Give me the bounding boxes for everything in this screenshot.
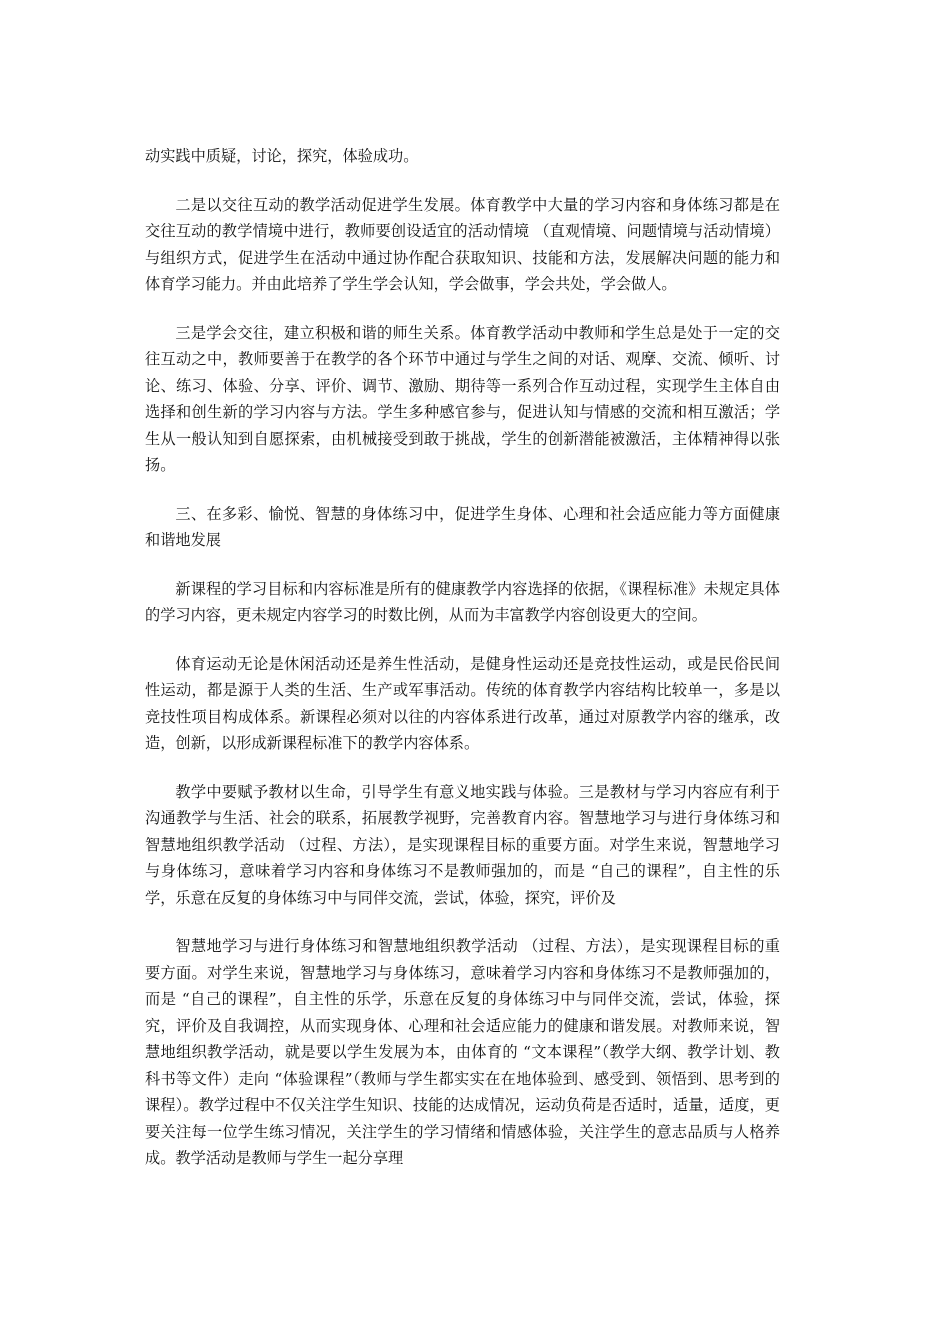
section-heading-three: 三、在多彩、愉悦、智慧的身体练习中，促进学生身体、心理和社会适应能力等方面健康和谐地发展: [145, 504, 780, 549]
paragraph-interaction-teaching: 二是以交往互动的教学活动促进学生发展。体育教学中大量的学习内容和身体练习都是在交往互动的教学情境中进行，教师要创设适宜的活动情境 （直观情境、问题情境与活动情境）与组织方式，促进学生在活动中通过协作配合获取知识、技能和方法，发展解决问题的能力和体育学习能力。并由此培养了学生学会认知，学会做事，学会共处，学会做人。: [145, 195, 780, 293]
paragraph-curriculum-standard: 新课程的学习目标和内容标准是所有的健康教学内容选择的依据，《课程标准》未规定具体的学习内容，更未规定内容学习的时数比例，从而为丰富教学内容创设更大的空间。: [145, 579, 780, 624]
paragraph-smart-learning: 智慧地学习与进行身体练习和智慧地组织教学活动 （过程、方法），是实现课程目标的重要方面。对学生来说，智慧地学习与身体练习，意味着学习内容和身体练习不是教师强加的，而是 “自己的课程”，自主性的乐学，乐意在反复的身体练习中与同伴交流，尝试，体验，探究，评价及自我调控，从而实现身体、心理和社会适应能力的健康和谐发展。对教师来说，智慧地组织教学活动，就是要以学生发展为本，由体育的 “文本课程”（教学大纲、教学计划、教科书等文件）走向 “体验课程”（教师与学生都实实在在地体验到、感受到、领悟到、思考到的课程）。教学过程中不仅关注学生知识、技能的达成情况，运动负荷是否适时，适量，适度，更要关注每一位学生练习情况，关注学生的学习情绪和情感体验，关注学生的意志品质与人格养成。教学活动是教师与学生一起分享理: [145, 937, 780, 1167]
paragraph-teaching-materials: 教学中要赋予教材以生命，引导学生有意义地实践与体验。三是教材与学习内容应有利于沟通教学与生活、社会的联系，拓展教学视野，完善教育内容。智慧地学习与进行身体练习和智慧地组织教学活动 （过程、方法），是实现课程目标的重要方面。对学生来说，智慧地学习与身体练习，意味着学习内容和身体练习不是教师强加的，而是 “自己的课程”，自主性的乐学，乐意在反复的身体练习中与同伴交流，尝试，体验，探究，评价及: [145, 782, 780, 907]
paragraph-continuation: 动实践中质疑，讨论，探究，体验成功。: [145, 147, 419, 165]
paragraph-teacher-student-relation: 三是学会交往，建立积极和谐的师生关系。体育教学活动中教师和学生总是处于一定的交往互动之中，教师要善于在教学的各个环节中通过与学生之间的对话、观摩、交流、倾听、讨论、练习、体验、分享、评价、调节、激励、期待等一系列合作互动过程，实现学生主体自由选择和创生新的学习内容与方法。学生多种感官参与，促进认知与情感的交流和相互激活；学生从一般认知到自愿探索，由机械接受到敢于挑战，学生的创新潜能被激活，主体精神得以张扬。: [145, 323, 780, 474]
paragraph-sports-origin: 体育运动无论是休闲活动还是养生性活动，是健身性运动还是竞技性运动，或是民俗民间性运动，都是源于人类的生活、生产或军事活动。传统的体育教学内容结构比较单一，多是以竞技性项目构成体系。新课程必须对以往的内容体系进行改革，通过对原教学内容的继承，改造，创新，以形成新课程标准下的教学内容体系。: [145, 654, 780, 752]
document-page: [145, 143, 780, 1194]
